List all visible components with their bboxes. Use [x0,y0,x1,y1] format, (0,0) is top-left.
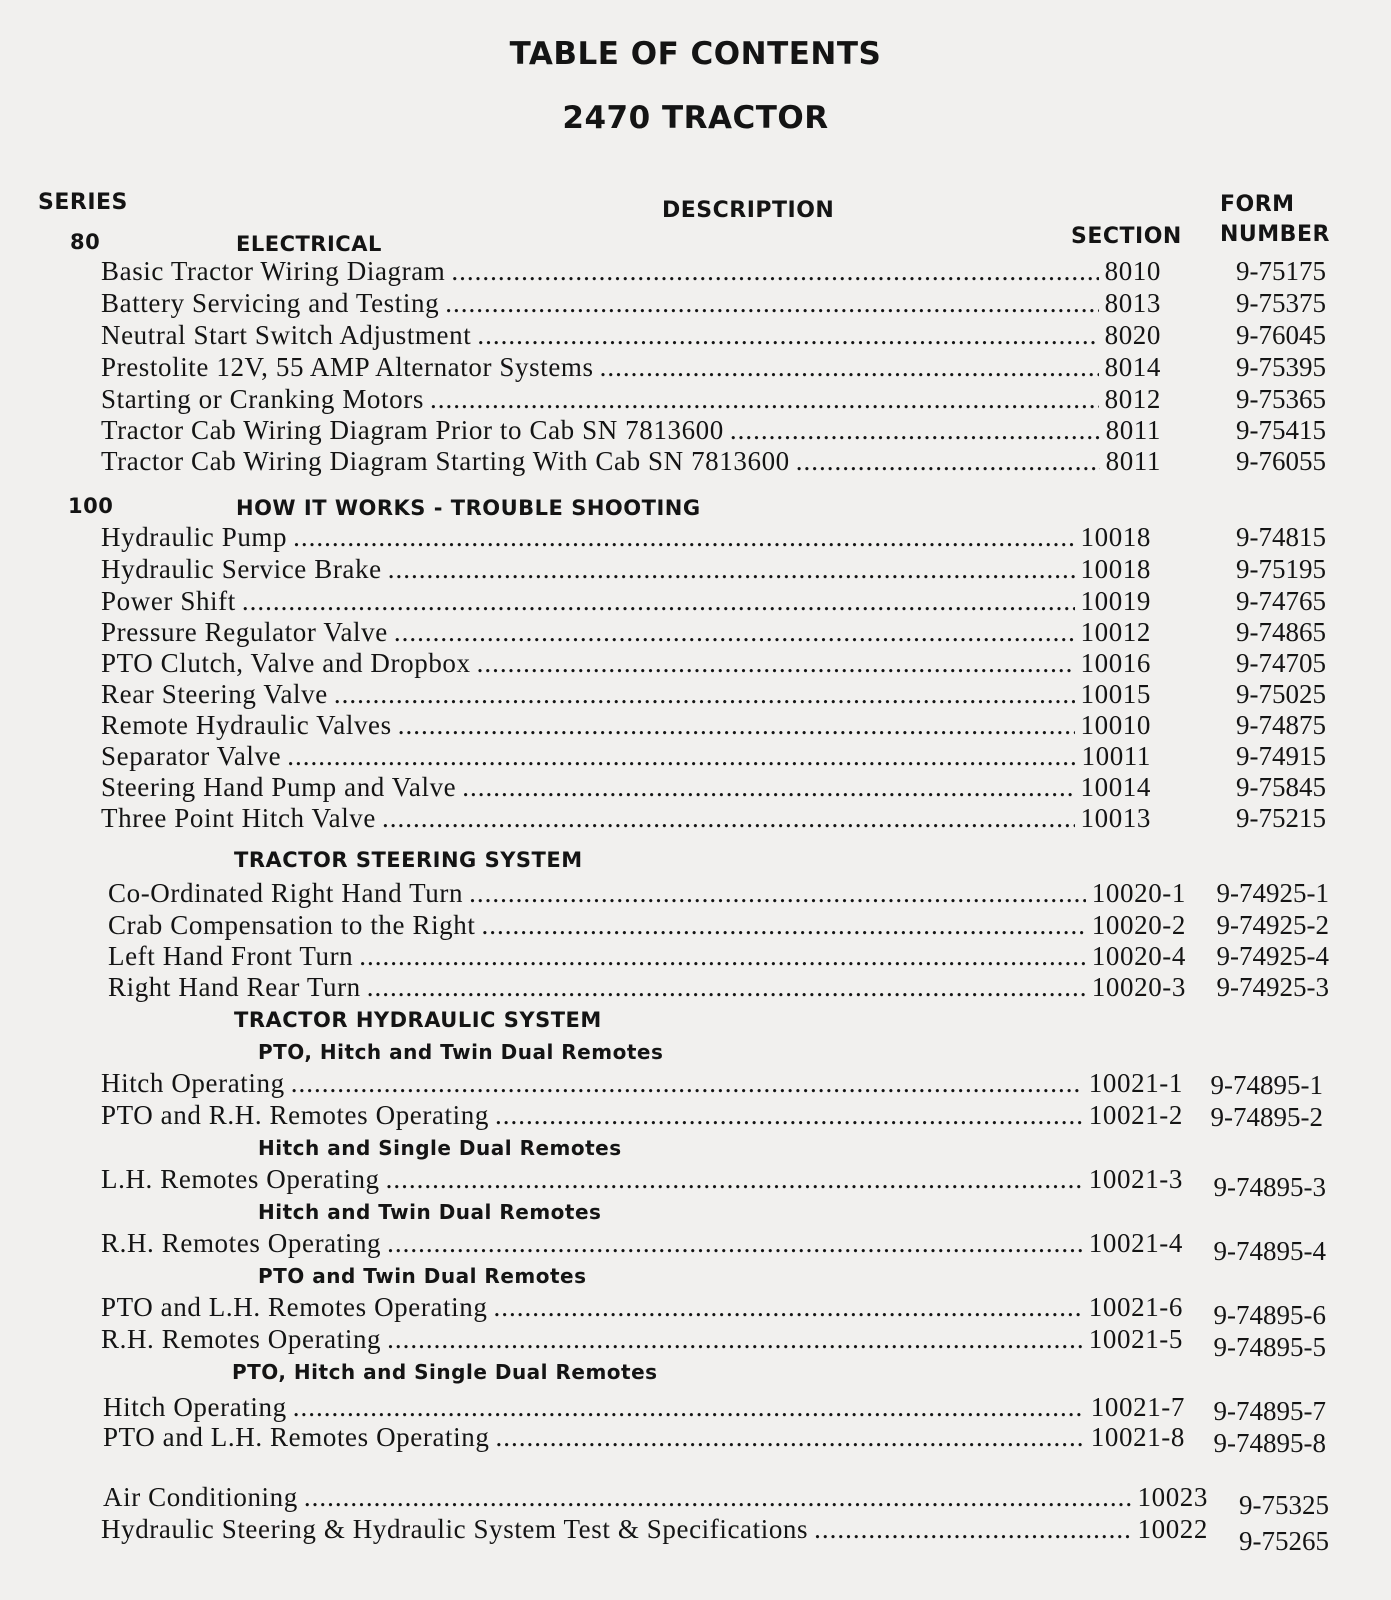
entry-section: 10012 [1080,617,1151,647]
toc-entry [101,384,1161,414]
entry-description: Battery Servicing and Testing [101,288,440,318]
dot-leader [382,803,1075,834]
toc-entry [101,586,1151,616]
entry-section: 10020-1 [1091,878,1186,908]
entry-section: 10013 [1080,803,1151,833]
entry-description: Rear Steering Valve [101,679,328,709]
entry-section: 10021-4 [1088,1228,1183,1258]
entry-form-number: 9-76055 [1236,446,1326,476]
entry-section: 10011 [1081,741,1151,771]
entry-section: 10010 [1080,710,1151,740]
toc-entry [101,1324,1183,1354]
entry-description: Basic Tractor Wiring Diagram [101,256,446,286]
toc-entry [108,972,1186,1002]
entry-form-number: 9-74895-3 [1213,1172,1326,1202]
series-number: 100 [68,494,114,518]
dot-leader [493,1292,1082,1323]
toc-entry [101,554,1151,584]
entry-section: 8014 [1104,352,1161,382]
entry-description: Steering Hand Pump and Valve [101,772,457,802]
dot-leader [814,1514,1131,1545]
dot-leader [445,288,1098,319]
entry-form-number: 9-74895-6 [1213,1300,1326,1330]
entry-form-number: 9-74925-2 [1216,910,1329,940]
entry-form-number: 9-75375 [1236,288,1326,318]
entry-description: Left Hand Front Turn [108,941,354,971]
toc-entry [101,710,1151,740]
entry-section: 10020-2 [1091,910,1186,940]
subsection-heading: PTO and Twin Dual Remotes [258,1264,587,1288]
entry-section: 10020-3 [1091,972,1186,1002]
dot-leader [394,617,1075,648]
toc-entry [101,772,1151,802]
entry-form-number: 9-75365 [1236,384,1326,414]
dot-leader [796,446,1100,477]
entry-section: 10021-5 [1088,1324,1183,1354]
entry-section: 10021-6 [1088,1292,1183,1322]
entry-form-number: 9-74895-4 [1213,1236,1326,1266]
entry-description: Crab Compensation to the Right [108,910,476,940]
entry-description: Power Shift [101,586,236,616]
col-header-number: NUMBER [1220,222,1330,247]
entry-section: 10018 [1080,554,1151,584]
dot-leader [387,1228,1083,1259]
col-header-description: DESCRIPTION [662,198,835,223]
entry-description: Separator Valve [101,741,282,771]
entry-description: R.H. Remotes Operating [101,1228,382,1258]
entry-description: Air Conditioning [103,1482,298,1512]
toc-entry [101,617,1151,647]
entry-description: Hydraulic Steering & Hydraulic System Test & Specifications [101,1514,809,1544]
entry-description: PTO and L.H. Remotes Operating [101,1292,488,1322]
entry-description: L.H. Remotes Operating [101,1164,380,1194]
entry-form-number: 9-74925-1 [1216,878,1329,908]
page-subtitle: 2470 TRACTOR [562,100,829,136]
entry-description: Hydraulic Pump [101,522,288,552]
entry-section: 10023 [1137,1482,1208,1512]
section-heading: TRACTOR HYDRAULIC SYSTEM [234,1008,602,1032]
toc-entry [108,878,1186,908]
col-header-section: SECTION [1071,224,1182,249]
entry-section: 10022 [1137,1514,1208,1544]
entry-section: 8010 [1104,256,1161,286]
dot-leader [304,1482,1132,1513]
entry-section: 10021-7 [1090,1392,1185,1422]
entry-form-number: 9-75175 [1236,256,1326,286]
toc-entry [101,1100,1183,1130]
subsection-heading: PTO, Hitch and Single Dual Remotes [232,1360,658,1384]
entry-description: Remote Hydraulic Valves [101,710,392,740]
dot-leader [242,586,1075,617]
entry-form-number: 9-74865 [1236,617,1326,647]
entry-section: 10018 [1080,522,1151,552]
entry-section: 10015 [1080,679,1151,709]
entry-form-number: 9-75325 [1239,1490,1329,1520]
dot-leader [287,741,1075,772]
dot-leader [730,415,1100,446]
toc-entry [101,1514,1208,1544]
entry-description: PTO Clutch, Valve and Dropbox [101,648,471,678]
entry-form-number: 9-74895-2 [1210,1102,1323,1132]
entry-section: 10014 [1080,772,1151,802]
entry-form-number: 9-74895-8 [1213,1428,1326,1458]
entry-form-number: 9-76045 [1236,320,1326,350]
toc-entry [101,1292,1183,1322]
entry-description: Co-Ordinated Right Hand Turn [108,878,464,908]
toc-entry [101,741,1151,771]
toc-entry [101,679,1151,709]
toc-entry [101,320,1161,350]
entry-form-number: 9-75415 [1236,415,1326,445]
dot-leader [367,972,1086,1003]
entry-form-number: 9-74815 [1236,522,1326,552]
dot-leader [359,941,1086,972]
toc-entry [101,1068,1183,1098]
toc-entry [101,1164,1183,1194]
toc-entry [103,1482,1208,1512]
entry-description: Three Point Hitch Valve [101,803,376,833]
dot-leader [430,384,1099,415]
dot-leader [481,910,1085,941]
entry-description: Tractor Cab Wiring Diagram Prior to Cab SN 7813600 [101,415,724,445]
subsection-heading: PTO, Hitch and Twin Dual Remotes [258,1040,664,1064]
entry-section: 8013 [1104,288,1161,318]
entry-form-number: 9-74895-7 [1213,1396,1326,1426]
dot-leader [388,554,1075,585]
section-heading: ELECTRICAL [236,232,382,256]
toc-entry [103,1422,1185,1452]
entry-form-number: 9-75845 [1236,772,1326,802]
dot-leader [293,522,1074,553]
entry-form-number: 9-75215 [1236,803,1326,833]
entry-form-number: 9-75025 [1236,679,1326,709]
dot-leader [398,710,1075,741]
entry-form-number: 9-75265 [1239,1526,1329,1556]
dot-leader [477,320,1098,351]
toc-entry [101,256,1161,286]
section-heading: HOW IT WORKS - TROUBLE SHOOTING [236,496,701,520]
entry-form-number: 9-74895-1 [1210,1070,1323,1100]
entry-form-number: 9-74705 [1236,648,1326,678]
entry-section: 10020-4 [1091,941,1186,971]
dot-leader [600,352,1099,383]
entry-description: Right Hand Rear Turn [108,972,361,1002]
entry-section: 10021-2 [1088,1100,1183,1130]
toc-entry [108,910,1186,940]
entry-description: Hydraulic Service Brake [101,554,382,584]
entry-description: Prestolite 12V, 55 AMP Alternator Systems [101,352,594,382]
entry-description: Pressure Regulator Valve [101,617,388,647]
subsection-heading: Hitch and Single Dual Remotes [258,1136,622,1160]
entry-description: PTO and L.H. Remotes Operating [103,1422,490,1452]
toc-entry [101,522,1151,552]
entry-section: 10019 [1080,586,1151,616]
entry-form-number: 9-74915 [1236,741,1326,771]
entry-description: Hitch Operating [103,1392,287,1422]
dot-leader [477,648,1075,679]
dot-leader [334,679,1075,710]
entry-section: 10021-3 [1088,1164,1183,1194]
entry-section: 8012 [1104,384,1161,414]
section-heading: TRACTOR STEERING SYSTEM [234,848,583,872]
dot-leader [462,772,1074,803]
toc-entry [101,352,1161,382]
toc-entry [101,415,1161,445]
entry-description: Starting or Cranking Motors [101,384,424,414]
entry-section: 8011 [1105,415,1161,445]
entry-section: 10021-1 [1088,1068,1183,1098]
toc-entry [101,446,1161,476]
dot-leader [495,1100,1083,1131]
toc-entry [101,648,1151,678]
page-title: TABLE OF CONTENTS [509,36,882,72]
toc-entry [101,803,1151,833]
dot-leader [291,1068,1083,1099]
entry-description: Tractor Cab Wiring Diagram Starting With Cab SN 7813600 [101,446,790,476]
subsection-heading: Hitch and Twin Dual Remotes [258,1200,602,1224]
toc-entry [108,941,1186,971]
entry-form-number: 9-74765 [1236,586,1326,616]
col-header-form: FORM [1220,192,1295,217]
col-header-series: SERIES [38,190,128,215]
series-number: 80 [70,230,101,254]
entry-form-number: 9-75395 [1236,352,1326,382]
entry-form-number: 9-74925-3 [1216,972,1329,1002]
toc-entry [101,1228,1183,1258]
entry-form-number: 9-74875 [1236,710,1326,740]
entry-form-number: 9-74925-4 [1216,941,1329,971]
dot-leader [386,1164,1083,1195]
dot-leader [387,1324,1083,1355]
toc-entry [103,1392,1185,1422]
entry-description: R.H. Remotes Operating [101,1324,382,1354]
dot-leader [293,1392,1085,1423]
entry-form-number: 9-75195 [1236,554,1326,584]
dot-leader [469,878,1086,909]
entry-section: 8020 [1104,320,1161,350]
entry-section: 8011 [1105,446,1161,476]
entry-form-number: 9-74895-5 [1213,1332,1326,1362]
entry-section: 10016 [1080,648,1151,678]
entry-description: Neutral Start Switch Adjustment [101,320,472,350]
entry-description: PTO and R.H. Remotes Operating [101,1100,489,1130]
dot-leader [495,1422,1084,1453]
entry-description: Hitch Operating [101,1068,285,1098]
entry-section: 10021-8 [1090,1422,1185,1452]
dot-leader [451,256,1098,287]
toc-entry [101,288,1161,318]
